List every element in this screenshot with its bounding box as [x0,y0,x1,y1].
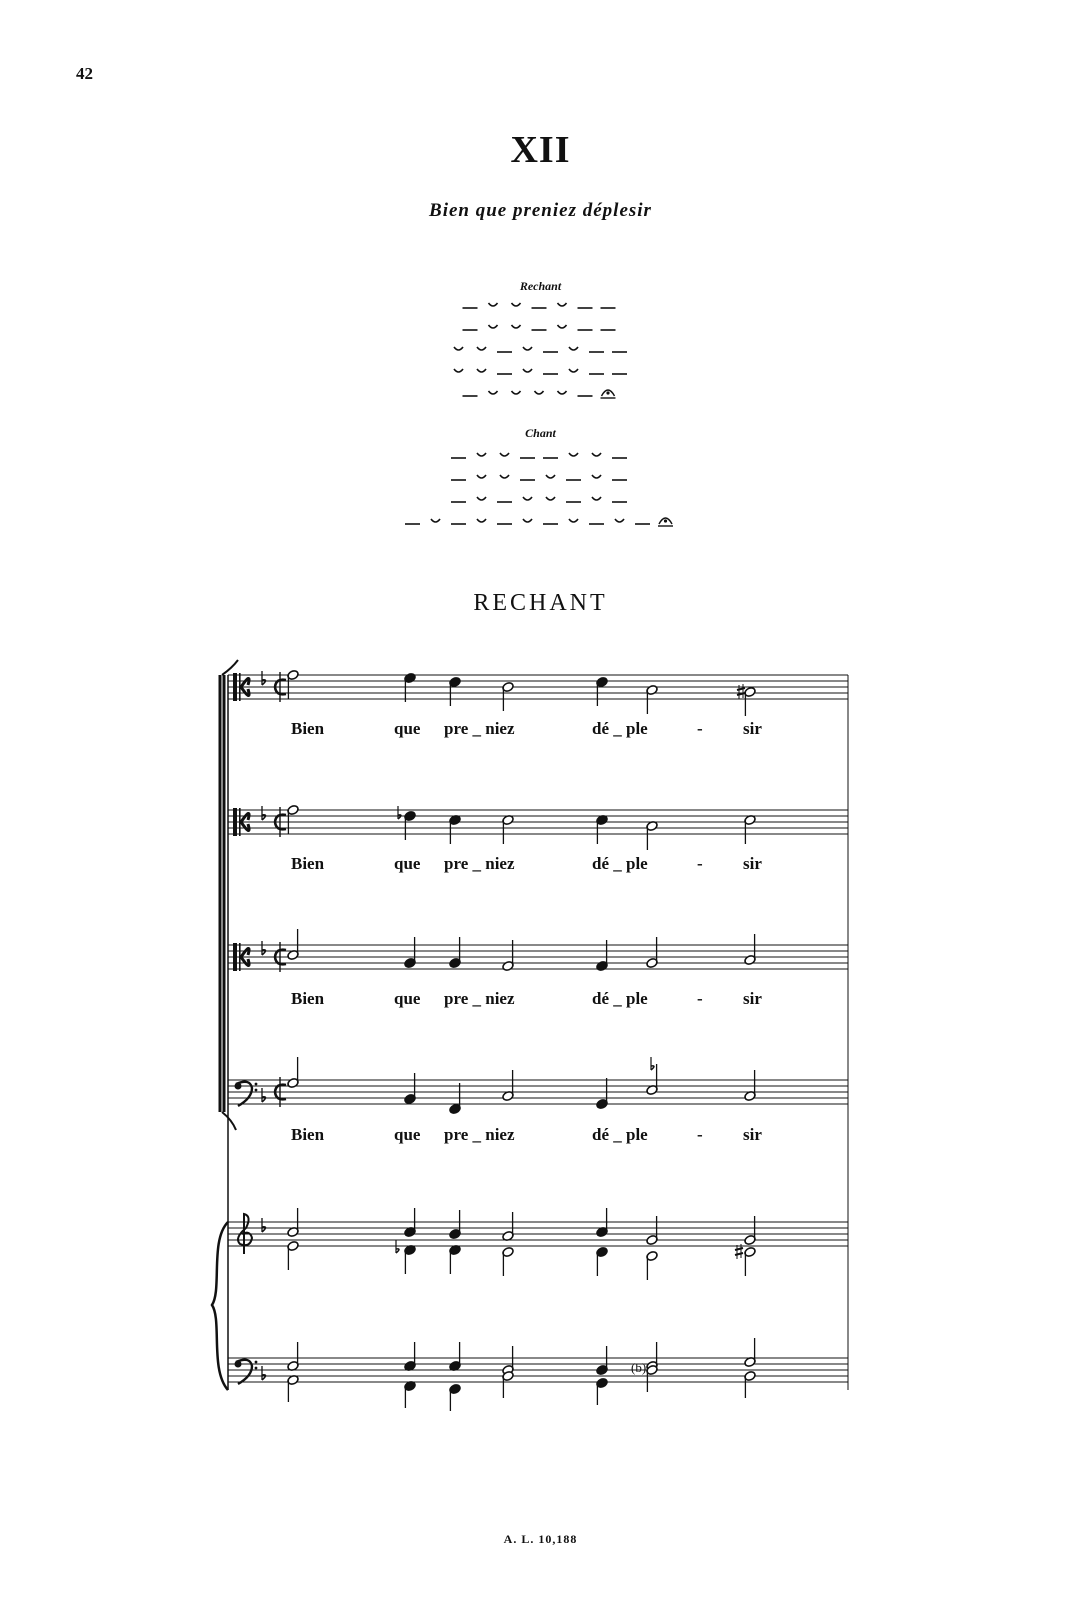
quarter-note [596,1246,609,1276]
half-note [744,1246,757,1276]
lyric-syllable: pre _ niez [444,719,515,738]
lyric-syllable: - [697,854,703,873]
system-bracket-top-hook [222,660,238,675]
half-note [502,1370,515,1398]
half-note [744,1338,757,1368]
quarter-note [404,810,417,840]
quarter-note [404,1073,417,1105]
plate-number: A. L. 10,188 [503,1532,578,1546]
lyric-syllable: sir [743,989,762,1008]
flat-key-signature-icon [262,1366,266,1380]
page-number: 42 [76,64,93,83]
lyric-syllable: pre _ niez [444,1125,515,1144]
system-bracket [220,675,224,1112]
section-heading: RECHANT [473,590,608,616]
sharp-accidental-icon [737,684,745,699]
flat-key-signature-icon [262,671,266,685]
f-clef-icon [235,1360,258,1384]
piece-title: Bien que preniez déplesir [429,200,652,221]
quarter-note [596,1377,609,1405]
quarter-note [596,814,609,844]
quarter-note [404,1342,417,1372]
quarter-note [404,1244,417,1274]
piano-brace [212,1222,228,1390]
quarter-note [449,1342,462,1372]
lyric-syllable: sir [743,1125,762,1144]
lyric-syllable: - [697,989,703,1008]
lyric-syllable: que [394,719,421,738]
quarter-note [449,937,462,969]
half-note [502,681,515,711]
quarter-note [596,676,609,706]
rechant-scheme-label: Rechant [519,279,562,293]
lyric-syllable: - [697,1125,703,1144]
half-note [287,1342,300,1372]
lyric-syllable: dé _ ple [592,1125,648,1144]
lyric-syllable: que [394,1125,421,1144]
lyric-syllable: Bien [291,719,325,738]
quarter-note [596,1208,609,1238]
quarter-note [404,1380,417,1408]
half-note [287,1208,300,1238]
half-note [744,1216,757,1246]
quarter-note [449,1244,462,1274]
flat-key-signature-icon [262,806,266,820]
half-note [646,937,659,969]
quarter-note [596,1078,609,1110]
lyric-syllable: dé _ ple [592,854,648,873]
lyrics-voice-2 [291,854,762,873]
quarter-note [449,1083,462,1115]
lyric-syllable: sir [743,719,762,738]
half-note [287,804,300,834]
quarter-note [449,1210,462,1240]
lyric-syllable: que [394,854,421,873]
lyric-syllable: que [394,989,421,1008]
flat-accidental-icon [398,806,401,819]
quarter-note [596,1346,609,1376]
lyric-syllable: dé _ ple [592,719,648,738]
lyric-syllable: Bien [291,854,325,873]
flat-key-signature-icon [262,1218,266,1232]
half-note [502,814,515,844]
lyric-syllable: sir [743,854,762,873]
half-note [646,1250,659,1280]
system-bracket-bottom-hook [222,1112,236,1130]
lyric-syllable: - [697,719,703,738]
quarter-note [404,937,417,969]
half-note [287,669,300,699]
quarter-note [449,814,462,844]
half-note [287,1374,300,1402]
lyric-syllable: Bien [291,1125,325,1144]
lyric-syllable: pre _ niez [444,854,515,873]
lyric-syllable: Bien [291,989,325,1008]
quarter-note [449,1383,462,1411]
lyrics-voice-3 [291,989,762,1008]
half-note [502,1212,515,1242]
flat-key-signature-icon [262,941,266,955]
half-note [287,1240,300,1270]
quarter-note [449,676,462,706]
half-note [744,686,757,716]
quarter-note [404,1208,417,1238]
lyrics-voice-1 [291,719,762,738]
half-note [646,1364,659,1392]
lyric-syllable: pre _ niez [444,989,515,1008]
half-note [502,1246,515,1276]
editorial-accidental: (b) [631,1360,647,1375]
flat-key-signature-icon [262,1088,266,1102]
half-note [502,1346,515,1376]
half-note [287,1057,300,1089]
g-clef-icon [238,1214,252,1254]
half-note [744,934,757,966]
lyric-syllable: dé _ ple [592,989,648,1008]
half-note [646,820,659,850]
half-note [744,1370,757,1398]
lyrics-voice-4 [291,1125,762,1144]
piece-number: XII [510,129,571,171]
editorial-flat-icon [651,1057,654,1070]
f-clef-icon [235,1082,258,1106]
staff-voice-1 [228,671,848,702]
chant-scheme-label: Chant [525,426,556,440]
half-note [744,814,757,844]
half-note [646,1216,659,1246]
